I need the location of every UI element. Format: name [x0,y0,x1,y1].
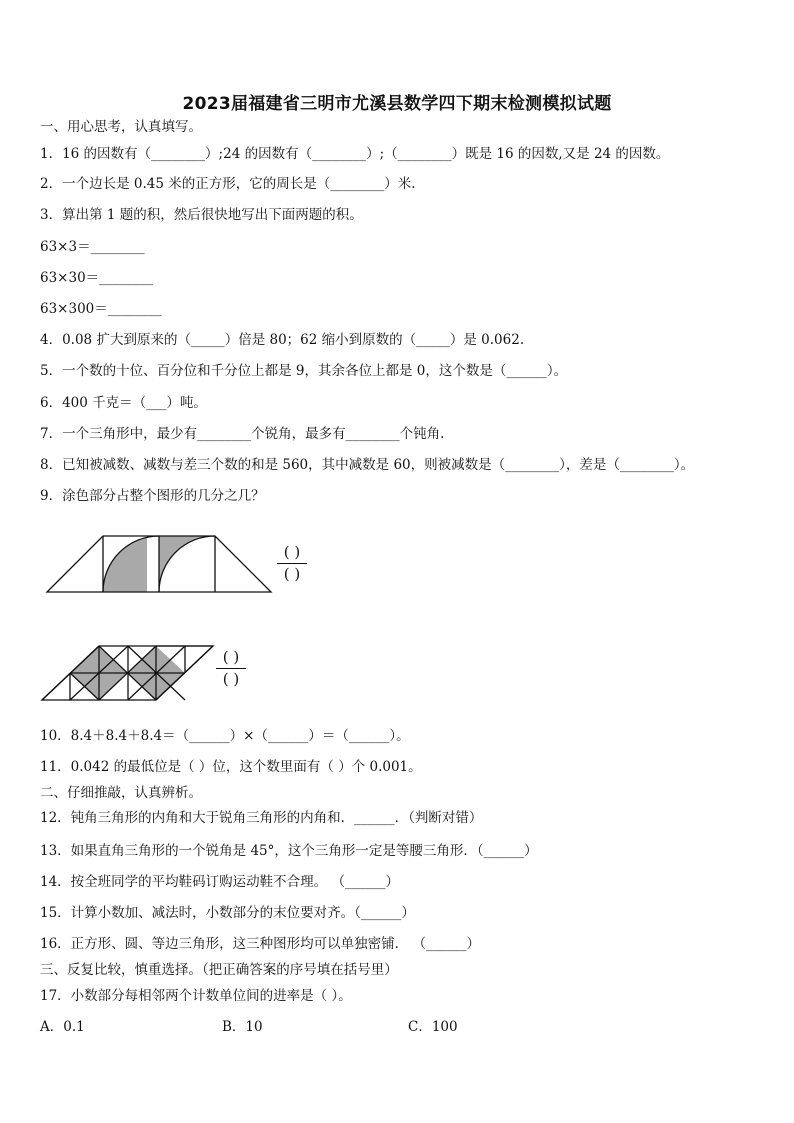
fraction-numerator: ( ) [222,648,240,666]
question-1: 1．16 的因数有（________）;24 的因数有（________）;（________）既是 16 的因数,又是 24 的因数。 [40,146,670,162]
question-4: 4．0.08 扩大到原来的（_____）倍是 80；62 缩小到原数的（_____）是 0.062. [40,332,525,348]
question-3: 3．算出第 1 题的积，然后很快地写出下面两题的积。 [40,207,363,223]
fraction-answer-1 [277,545,307,582]
question-9: 9．涂色部分占整个图形的几分之几？ [40,488,265,504]
figure-trapezoid [44,533,274,595]
fraction-denominator: ( ) [222,670,240,688]
question-7: 7．一个三角形中，最少有________个锐角，最多有________个钝角. [40,426,445,442]
section-heading-2: 二、仔细推敲，认真辨析。 [40,785,202,801]
section-heading-3: 三、反复比较，慎重选择。（把正确答案的序号填在括号里） [40,962,398,978]
question-3-item-b: 63×30＝________ [40,270,154,286]
option-c: C．100 [408,1019,458,1035]
option-b: B．10 [222,1019,263,1035]
fraction-numerator: ( ) [283,543,301,561]
question-16: 16．正方形、圆、等边三角形，这三种图形均可以单独密铺． （______） [40,936,480,952]
question-12: 12．钝角三角形的内角和大于锐角三角形的内角和．______．（判断对错） [40,810,483,826]
option-a: A．0.1 [40,1019,85,1035]
question-5: 5．一个数的十位、百分位和千分位上都是 9，其余各位上都是 0，这个数是（______）。 [40,363,568,379]
fraction-bar [277,563,307,564]
question-10: 10．8.4＋8.4＋8.4＝（______）×（______）＝（______）。 [40,728,410,744]
fraction-answer-2 [216,650,246,687]
question-13: 13．如果直角三角形的一个锐角是 45°，这个三角形一定是等腰三角形．（______） [40,843,538,859]
page-title: 2023届福建省三明市尤溪县数学四下期末检测模拟试题 [182,94,612,114]
question-3-item-c: 63×300＝________ [40,301,162,317]
question-14: 14．按全班同学的平均鞋码订购运动鞋不合理。 （______） [40,874,399,890]
fraction-bar [216,668,246,669]
question-8: 8．已知被减数、减数与差三个数的和是 560，其中减数是 60，则被减数是（________），差是（________）。 [40,457,695,473]
question-17: 17．小数部分每相邻两个计数单位间的进率是（ ）。 [40,988,352,1004]
question-15: 15．计算小数加、减法时，小数部分的末位要对齐。（______） [40,905,415,921]
section-heading-1: 一、用心思考，认真填写。 [40,119,202,135]
figure-parallelogram [42,643,218,705]
question-3-item-a: 63×3＝________ [40,239,145,255]
question-11: 11．0.042 的最低位是（ ）位，这个数里面有（ ）个 0.001。 [40,759,422,775]
fraction-denominator: ( ) [283,565,301,583]
question-2: 2．一个边长是 0.45 米的正方形，它的周长是（________）米. [40,176,416,192]
question-6: 6．400 千克＝（___）吨。 [40,395,207,411]
